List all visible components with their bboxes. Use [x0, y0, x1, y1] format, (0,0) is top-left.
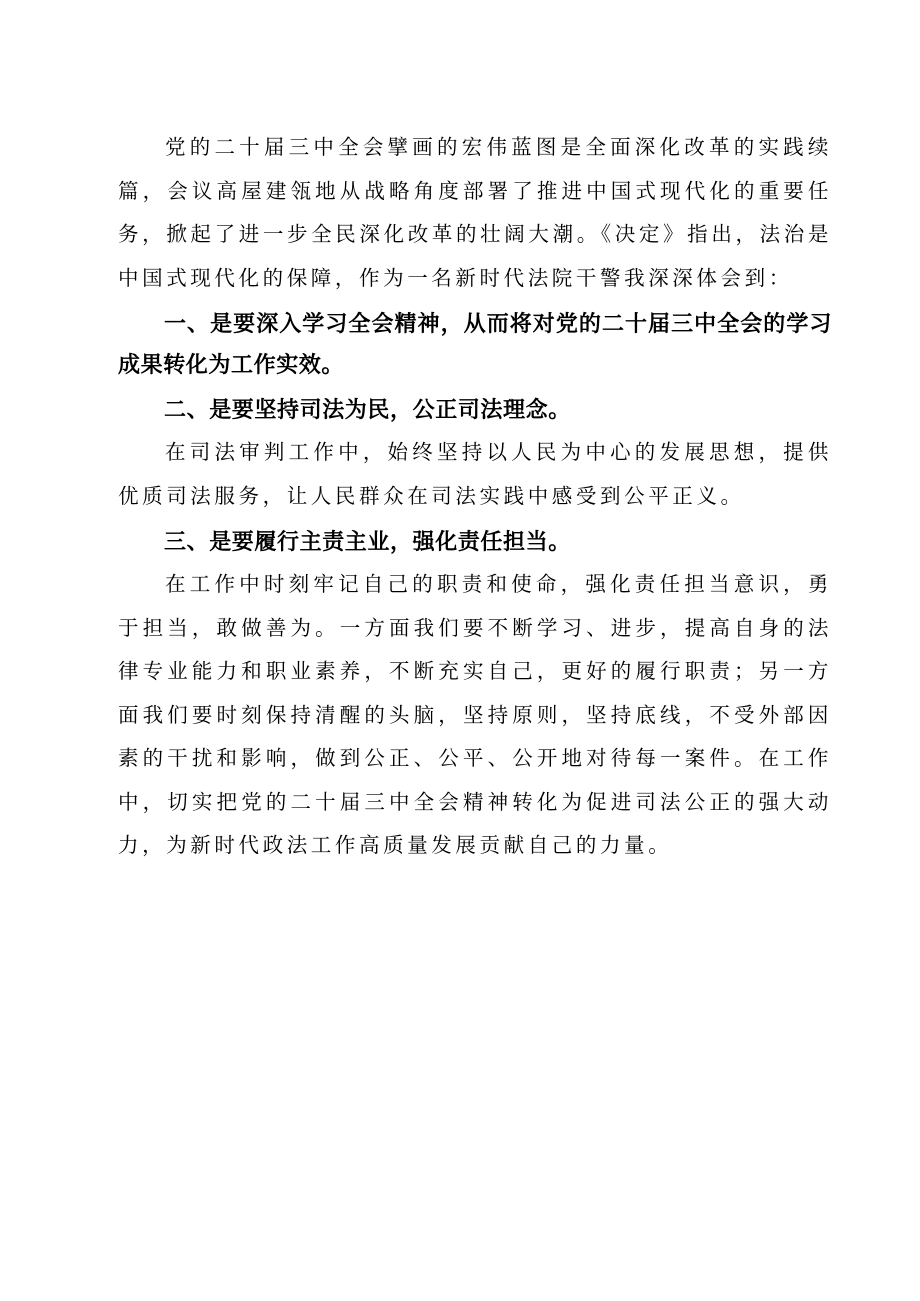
section-heading-1: 一、是要深入学习全会精神，从而将对党的二十届三中全会的学习成果转化为工作实效。 — [118, 312, 832, 378]
document-body — [118, 126, 832, 868]
intro-paragraph: 党的二十届三中全会擘画的宏伟蓝图是全面深化改革的实践续篇，会议高屋建瓴地从战略角度部署了推进中国式现代化的重要任务，掀起了进一步全民深化改革的壮阔大潮。《决定》指出，法治是中国式现代化的保障，作为一名新时代法院干警我深深体会到： — [118, 135, 832, 290]
section-3-paragraph: 在工作中时刻牢记自己的职责和使命，强化责任担当意识，勇于担当，敢做善为。一方面我们要不断学习、进步，提高自身的法律专业能力和职业素养，不断充实自己，更好的履行职责；另一方面我们要时刻保持清醒的头脑，坚持原则，坚持底线，不受外部因素的干扰和影响，做到公正、公平、公开地对待每一案件。在工作中，切实把党的二十届三中全会精神转化为促进司法公正的强大动力，为新时代政法工作高质量发展贡献自己的力量。 — [118, 572, 832, 857]
section-heading-3: 三、是要履行主责主业，强化责任担当。 — [164, 530, 571, 555]
section-2-paragraph: 在司法审判工作中，始终坚持以人民为中心的发展思想，提供优质司法服务，让人民群众在司法实践中感受到公平正义。 — [118, 440, 832, 508]
section-heading-2: 二、是要坚持司法为民，公正司法理念。 — [164, 398, 571, 423]
